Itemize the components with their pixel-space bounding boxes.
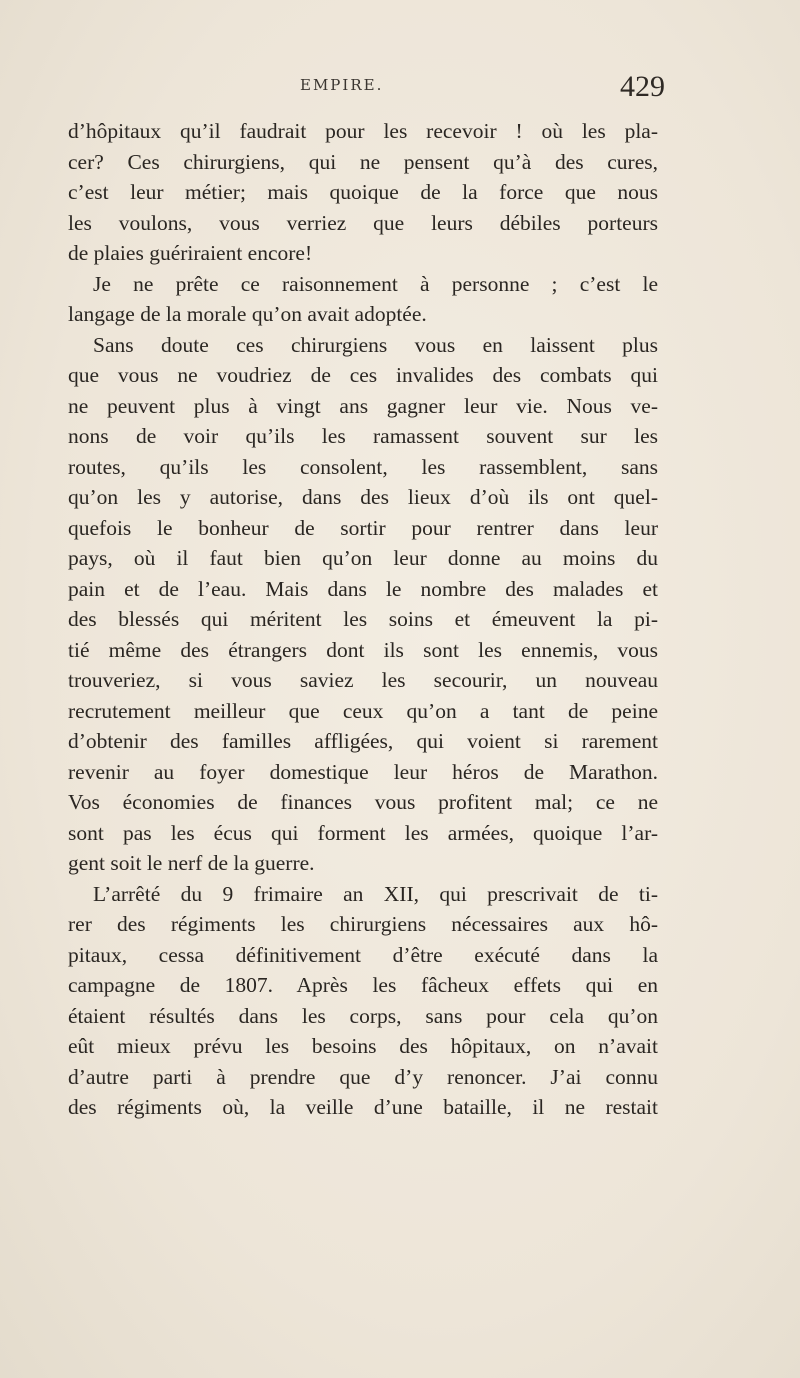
text-line: cer? Ces chirurgiens, qui ne pensent qu’à des cures,: [68, 149, 658, 174]
text-line: quefois le bonheur de sortir pour rentrer dans leur: [68, 515, 658, 540]
text-line: étaient résultés dans les corps, sans pour cela qu’on: [68, 1003, 658, 1028]
text-line: rer des régiments les chirurgiens nécessaires aux hô-: [68, 912, 658, 936]
text-line: d’obtenir des familles affligées, qui voient si rarement: [68, 729, 658, 753]
text-line: Je ne prête ce raisonnement à personne ; c’est le: [93, 271, 658, 296]
text-line: que vous ne voudriez de ces invalides des combats qui: [68, 363, 658, 387]
text-line: recrutement meilleur que ceux qu’on a tant de peine: [68, 698, 658, 723]
text-line: de plaies guériraient encore!: [68, 241, 313, 265]
text-line: nons de voir qu’ils les ramassent souvent sur les: [68, 424, 658, 448]
text-line: pitaux, cessa définitivement d’être exécuté dans la: [68, 942, 658, 967]
page-number: 429: [620, 70, 665, 103]
text-line: gent soit le nerf de la guerre.: [68, 851, 315, 875]
text-line: Sans doute ces chirurgiens vous en laissent plus: [93, 332, 658, 357]
text-line: c’est leur métier; mais quoique de la force que nous: [68, 180, 658, 204]
text-line: les voulons, vous verriez que leurs débiles porteurs: [68, 210, 658, 235]
running-title: EMPIRE.: [300, 76, 384, 94]
text-line: d’hôpitaux qu’il faudrait pour les recevoir ! où les pla-: [68, 119, 658, 143]
text-line: des régiments où, la veille d’une bataille, il ne restait: [68, 1095, 658, 1119]
text-line: tié même des étrangers dont ils sont les ennemis, vous: [68, 637, 658, 662]
text-line: campagne de 1807. Après les fâcheux effets qui en: [68, 973, 658, 997]
text-line: d’autre parti à prendre que d’y renoncer. J’ai connu: [68, 1064, 658, 1089]
body-text: [68, 116, 658, 1123]
text-line: trouveriez, si vous saviez les secourir, un nouveau: [68, 668, 658, 692]
text-line: L’arrêté du 9 frimaire an XII, qui prescrivait de ti-: [93, 881, 658, 906]
text-line: routes, qu’ils les consolent, les rassemblent, sans: [68, 454, 658, 479]
text-line: revenir au foyer domestique leur héros de Marathon.: [68, 759, 658, 784]
text-line: langage de la morale qu’on avait adoptée.: [68, 302, 427, 326]
text-line: qu’on les y autorise, dans des lieux d’où ils ont quel-: [68, 485, 658, 509]
text-line: sont pas les écus qui forment les armées, quoique l’ar-: [68, 820, 658, 845]
text-line: ne peuvent plus à vingt ans gagner leur vie. Nous ve-: [68, 393, 658, 418]
text-line: Vos économies de finances vous profitent mal; ce ne: [68, 790, 658, 814]
text-line: pays, où il faut bien qu’on leur donne au moins du: [68, 546, 658, 570]
text-line: eût mieux prévu les besoins des hôpitaux, on n’avait: [68, 1034, 658, 1058]
text-line: pain et de l’eau. Mais dans le nombre des malades et: [68, 576, 658, 601]
text-line: des blessés qui méritent les soins et émeuvent la pi-: [68, 607, 658, 631]
